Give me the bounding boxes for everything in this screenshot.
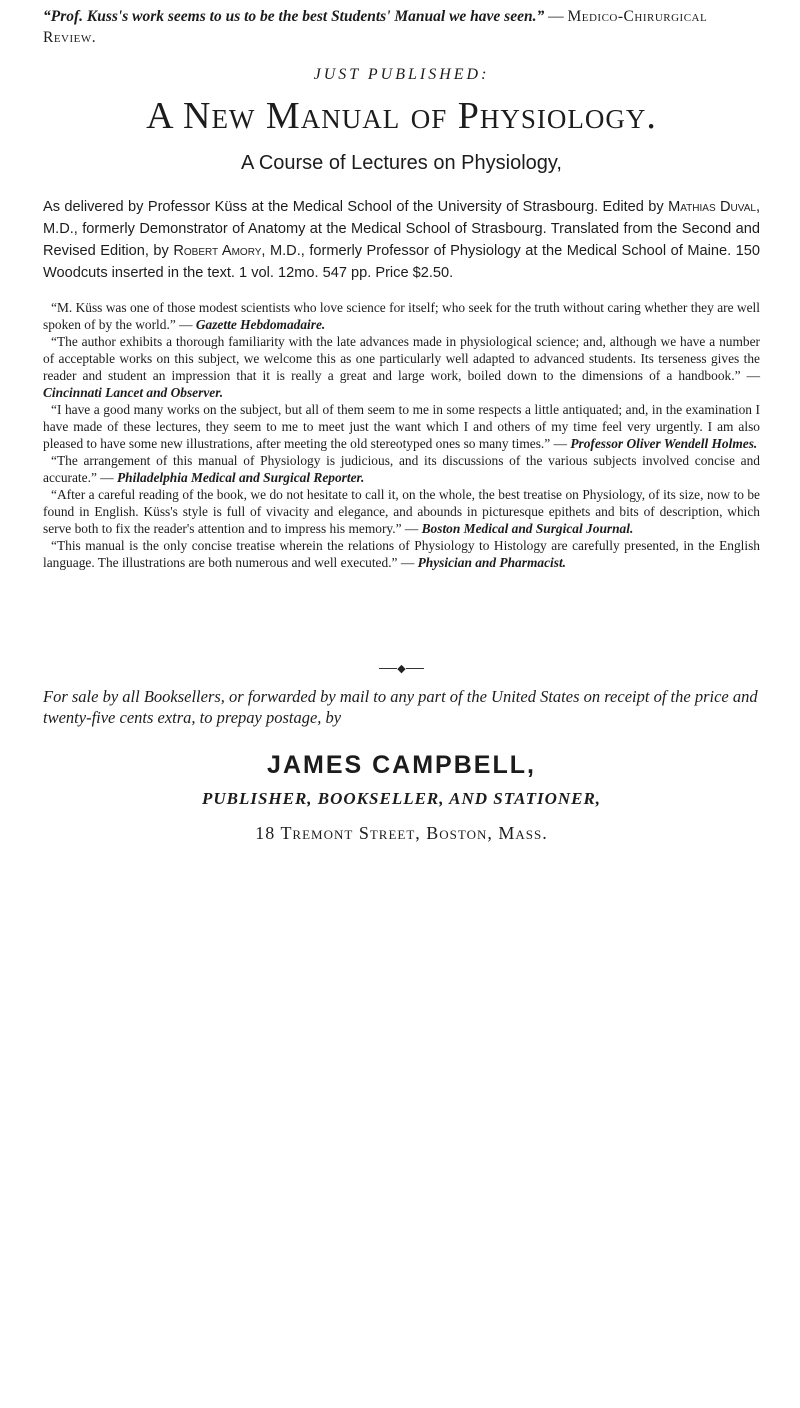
book-title: A New Manual of Physiology. <box>146 95 657 137</box>
review-source: Philadelphia Medical and Surgical Reporter. <box>116 470 365 485</box>
epigraph-quote: “Prof. Kuss's work seems to us to be the best Students' Manual we have seen.” <box>43 8 545 25</box>
diamond-icon: ◆ <box>397 663 406 675</box>
review-source: Professor Oliver Wendell Holmes. <box>570 436 758 451</box>
review-text: “The arrangement of this manual of Physiology is judicious, and its discussions of the various subjects involved concise and accurate.” — <box>43 453 760 485</box>
description-text-2: , M.D., formerly Demonstrator of Anatomy at the Medical School of Strasbourg. Translated from the Second and Revised Edition, by <box>43 199 760 259</box>
review-item <box>43 537 760 571</box>
book-description <box>43 196 760 284</box>
review-item <box>43 401 760 452</box>
review-item <box>43 452 760 486</box>
publisher-roles: PUBLISHER, BOOKSELLER, AND STATIONER, <box>201 789 602 808</box>
diamond-divider <box>43 662 760 675</box>
epigraph-source: Medico-Chirurgical Review. <box>43 8 708 46</box>
editor-name: Mathias Duval <box>668 199 756 215</box>
divider-line <box>406 668 424 669</box>
publisher-address: 18 Tremont Street, Boston, Mass. <box>255 823 548 843</box>
review-source: Gazette Hebdomadaire. <box>195 317 326 332</box>
reviews <box>43 299 760 571</box>
review-text: “After a careful reading of the book, we do not hesitate to call it, on the whole, the best treatise on Physiology, of its size, now to be found in English. Küss's style is full of vivacity and elegance, and abounds in picturesque epithets and bits of description, which serve both to fix the reader's attention and to impress his memory.” — <box>43 487 760 536</box>
review-item <box>43 333 760 401</box>
translator-name: Robert Amory <box>173 243 262 259</box>
review-text: “M. Küss was one of those modest scientists who love science for itself; who seek for the truth without caring whether they are well spoken of by the world.” — <box>43 300 760 332</box>
divider-line <box>379 668 397 669</box>
review-source: Cincinnati Lancet and Observer. <box>43 385 224 400</box>
book-subtitle: A Course of Lectures on Physiology, <box>241 152 562 174</box>
review-source: Physician and Pharmacist. <box>417 555 567 570</box>
announcement: JUST PUBLISHED: <box>313 66 490 83</box>
review-source: Boston Medical and Surgical Journal. <box>421 521 634 536</box>
review-item <box>43 486 760 537</box>
review-item <box>43 299 760 333</box>
description-text-1: As delivered by Professor Küss at the Medical School of the University of Strasbourg. Edited by <box>43 199 669 215</box>
description-text-3: , M.D., formerly Professor of Physiology at the Medical School of Maine. 150 Woodcuts inserted in the text. 1 vol. 12mo. 547 pp. Price $2.50. <box>43 243 760 281</box>
review-text: “The author exhibits a thorough familiarity with the late advances made in physiological science; and, although we have a number of acceptable works on this subject, we welcome this as one particularly well adapted to advanced students. Its terseness gives the reader and student an impression that it is really a great and large work, boiled down to the dimensions of a handbook.” — <box>43 334 760 383</box>
review-text: “This manual is the only concise treatise wherein the relations of Physiology to Histology are carefully presented, in the English language. The illustrations are both numerous and well executed.” — <box>43 538 760 570</box>
epigraph-dash: — <box>544 8 568 25</box>
epigraph <box>43 6 760 48</box>
review-text: “I have a good many works on the subject, but all of them seem to me in some respects a little antiquated; and, in the examination I have made of these lectures, they seem to me to meet just the want which I and others of my time feel very urgently. I am also pleased to have some new illustrations, after meeting the old stereotyped ones so many times.” — <box>43 402 760 451</box>
sale-notice: For sale by all Booksellers, or forwarded by mail to any part of the United States on receipt of the price and twenty-five cents extra, to prepay postage, by <box>43 687 758 727</box>
publisher-name: JAMES CAMPBELL, <box>267 751 536 779</box>
